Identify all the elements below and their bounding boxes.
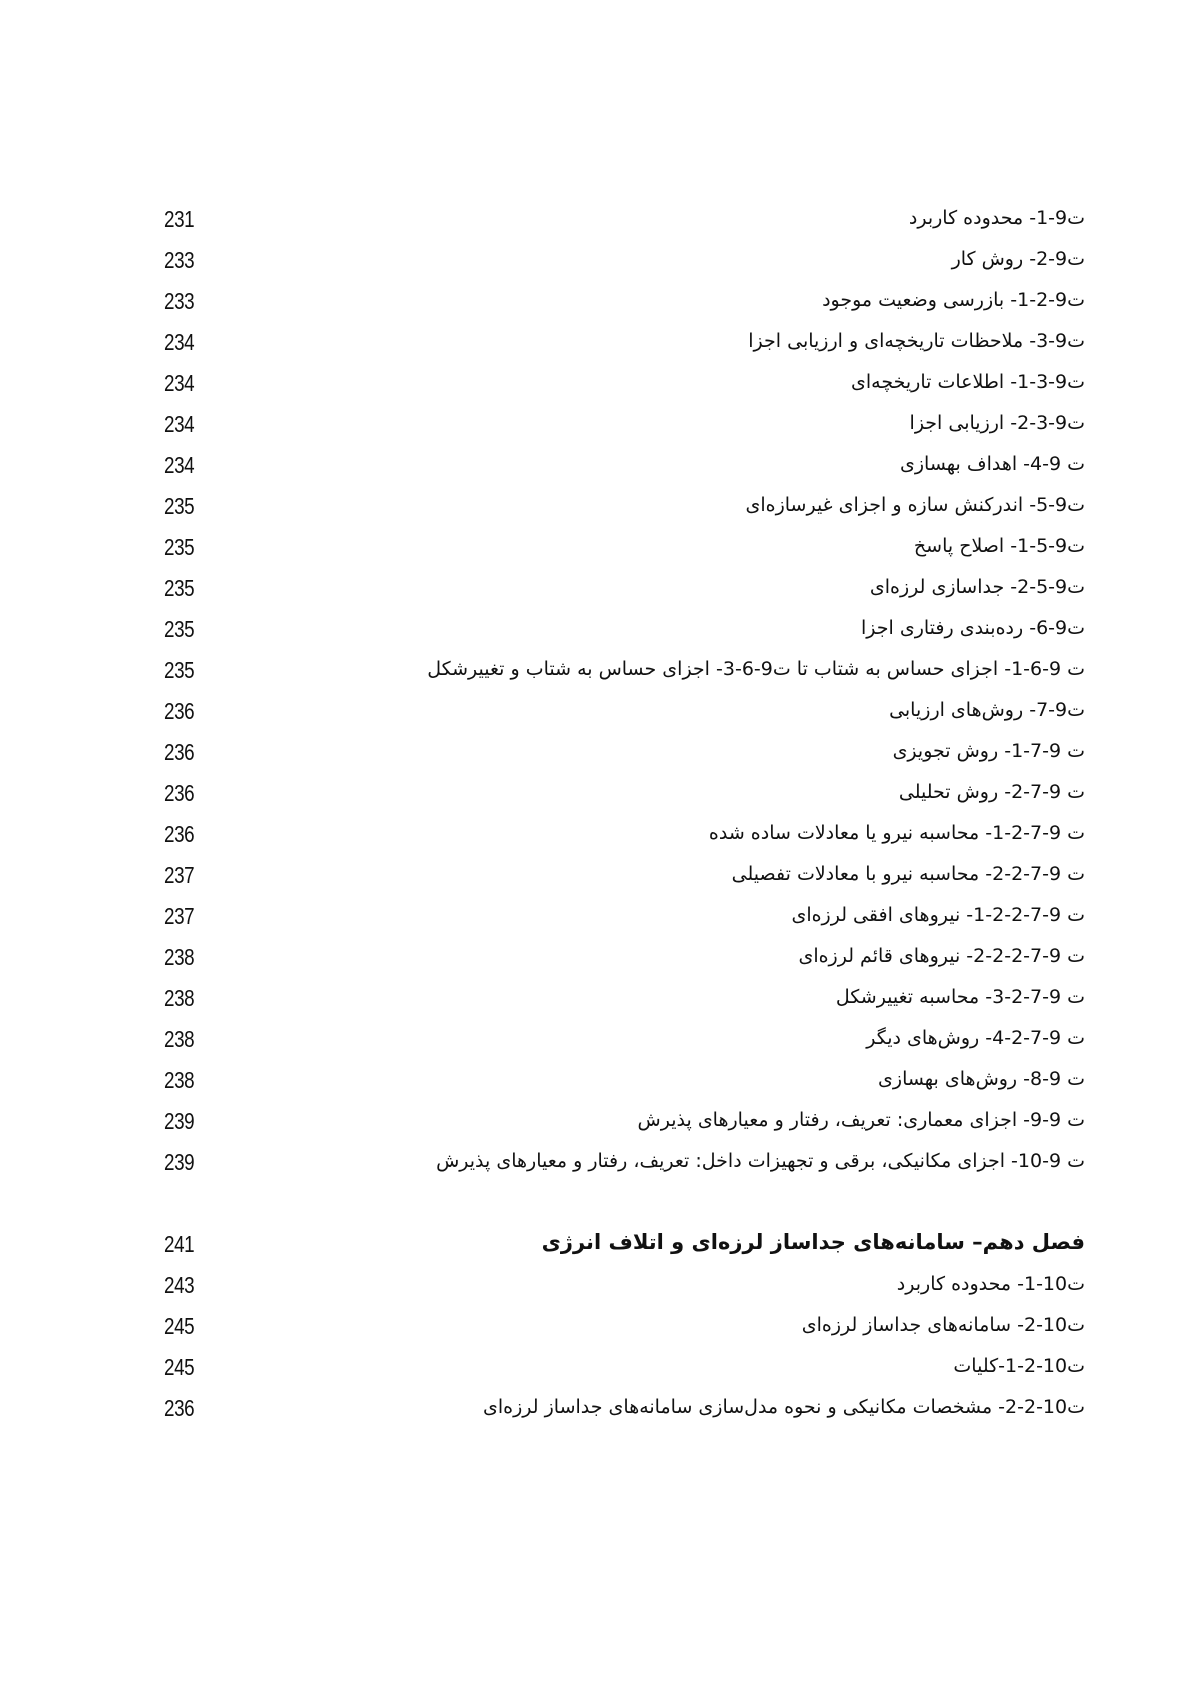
toc-page-number: 234 — [164, 329, 195, 355]
toc-entry-title: ت10-1- محدوده کاربرد — [896, 1273, 1085, 1295]
toc-page-number: 238 — [164, 985, 195, 1011]
toc-entry-title: ت9-3- ملاحظات تاریخچه‌ای و ارزیابی اجزا — [748, 330, 1085, 352]
toc-entry-title: ت 9-7-2-2-1- نیروهای افقی لرزه‌ای — [791, 904, 1085, 926]
toc-entry-title: ت9-6- رده‌بندی رفتاری اجزا — [861, 617, 1085, 639]
toc-entry — [150, 1391, 1085, 1427]
toc-entry — [150, 284, 1085, 320]
toc-entry — [150, 612, 1085, 648]
toc-page-number: 235 — [164, 493, 195, 519]
toc-entry — [150, 571, 1085, 607]
toc-entry — [150, 325, 1085, 361]
toc-page-number: 237 — [164, 903, 195, 929]
toc-entry-title: ت9-7- روش‌های ارزیابی — [889, 699, 1085, 721]
toc-page-number: 235 — [164, 575, 195, 601]
toc-entry — [150, 1350, 1085, 1386]
toc-page-number: 234 — [164, 452, 195, 478]
toc-entry — [150, 735, 1085, 771]
toc-page-number: 235 — [164, 534, 195, 560]
toc-entry-title: ت9-1- محدوده کاربرد — [908, 207, 1085, 229]
toc-entry-title: ت 9-7-2-1- محاسبه نیرو یا معادلات ساده شده — [708, 822, 1085, 844]
toc-entry-title: ت 9-7-2-3- محاسبه تغییرشکل — [835, 986, 1085, 1008]
toc-entry-title: ت9-5-1- اصلاح پاسخ — [913, 535, 1085, 557]
toc-entry — [150, 817, 1085, 853]
toc-entry-title: ت9-2- روش کار — [951, 248, 1085, 270]
toc-entry — [150, 1063, 1085, 1099]
toc-page-number: 239 — [164, 1108, 195, 1134]
toc-entry-title: ت 9-7-1- روش تجویزی — [892, 740, 1085, 762]
toc-entry — [150, 489, 1085, 525]
toc-chapter-title: فصل دهم– سامانه‌های جداساز لرزه‌ای و اتلاف انرژی — [541, 1230, 1085, 1254]
toc-entry — [150, 243, 1085, 279]
toc-entry — [150, 1268, 1085, 1304]
toc-entry — [150, 1145, 1085, 1181]
toc-entry-title: ت9-5-2- جداسازی لرزه‌ای — [869, 576, 1085, 598]
toc-entry — [150, 407, 1085, 443]
toc-page-number: 238 — [164, 944, 195, 970]
toc-page-number: 235 — [164, 616, 195, 642]
toc-chapter-heading — [150, 1227, 1085, 1263]
toc-page-number: 245 — [164, 1354, 195, 1380]
toc-page-number: 239 — [164, 1149, 195, 1175]
toc-page-number: 236 — [164, 1395, 195, 1421]
toc-page-number: 234 — [164, 370, 195, 396]
toc-entry — [150, 653, 1085, 689]
toc-page-number: 243 — [164, 1272, 195, 1298]
toc-page-number: 245 — [164, 1313, 195, 1339]
toc-entry-title: ت9-5- اندرکنش سازه و اجزای غیرسازه‌ای — [745, 494, 1085, 516]
toc-entry-title: ت 9-6-1- اجزای حساس به شتاب تا ت9-6-3- اجزای حساس به شتاب و تغییرشکل — [427, 658, 1085, 680]
toc-entry — [150, 1022, 1085, 1058]
toc-page-number: 233 — [164, 288, 195, 314]
toc-entry-title: ت 9-9- اجزای معماری: تعریف، رفتار و معیارهای پذیرش — [637, 1109, 1085, 1131]
toc-entry-title: ت 9-4- اهداف بهسازی — [900, 453, 1085, 475]
toc-entry-title: ت9-3-1- اطلاعات تاریخچه‌ای — [851, 371, 1085, 393]
toc-entry-title: ت9-2-1- بازرسی وضعیت موجود — [822, 289, 1085, 311]
toc-entry-title: ت 9-7-2-4- روش‌های دیگر — [866, 1027, 1085, 1049]
toc-page-number: 237 — [164, 862, 195, 888]
toc-page-number: 241 — [164, 1231, 195, 1257]
toc-entry — [150, 366, 1085, 402]
toc-entry — [150, 776, 1085, 812]
toc-entry — [150, 694, 1085, 730]
toc-entry-title: ت 9-7-2- روش تحلیلی — [898, 781, 1085, 803]
toc-entry — [150, 530, 1085, 566]
toc-entry — [150, 981, 1085, 1017]
toc-page-number: 234 — [164, 411, 195, 437]
toc-page-number: 236 — [164, 780, 195, 806]
toc-entry — [150, 448, 1085, 484]
toc-page-number: 238 — [164, 1067, 195, 1093]
toc-page-number: 231 — [164, 206, 195, 232]
toc-page-number: 236 — [164, 739, 195, 765]
toc-entry-title: ت10-2- سامانه‌های جداساز لرزه‌ای — [801, 1314, 1085, 1336]
toc-entry-title: ت 9-8- روش‌های بهسازی — [878, 1068, 1085, 1090]
toc-entry-title: ت10-2-2- مشخصات مکانیکی و نحوه مدل‌سازی سامانه‌های جداساز لرزه‌ای — [483, 1396, 1085, 1418]
toc-page-number: 236 — [164, 698, 195, 724]
toc-entry-title: ت10-2-1-کلیات — [953, 1355, 1085, 1377]
toc-entry-title: ت 9-10- اجزای مکانیکی، برقی و تجهیزات داخل: تعریف، رفتار و معیارهای پذیرش — [436, 1150, 1085, 1172]
toc-entry — [150, 940, 1085, 976]
toc-entry — [150, 899, 1085, 935]
toc-entry — [150, 1104, 1085, 1140]
toc-page-number: 236 — [164, 821, 195, 847]
toc-entry-title: ت 9-7-2-2- محاسبه نیرو با معادلات تفصیلی — [731, 863, 1085, 885]
toc-entry-title: ت9-3-2- ارزیابی اجزا — [909, 412, 1085, 434]
toc-page-number: 233 — [164, 247, 195, 273]
toc-page-number: 238 — [164, 1026, 195, 1052]
toc-entry — [150, 202, 1085, 238]
toc-entry — [150, 858, 1085, 894]
toc-page-number: 235 — [164, 657, 195, 683]
toc-entry-title: ت 9-7-2-2-2- نیروهای قائم لرزه‌ای — [798, 945, 1085, 967]
toc-entry — [150, 1309, 1085, 1345]
